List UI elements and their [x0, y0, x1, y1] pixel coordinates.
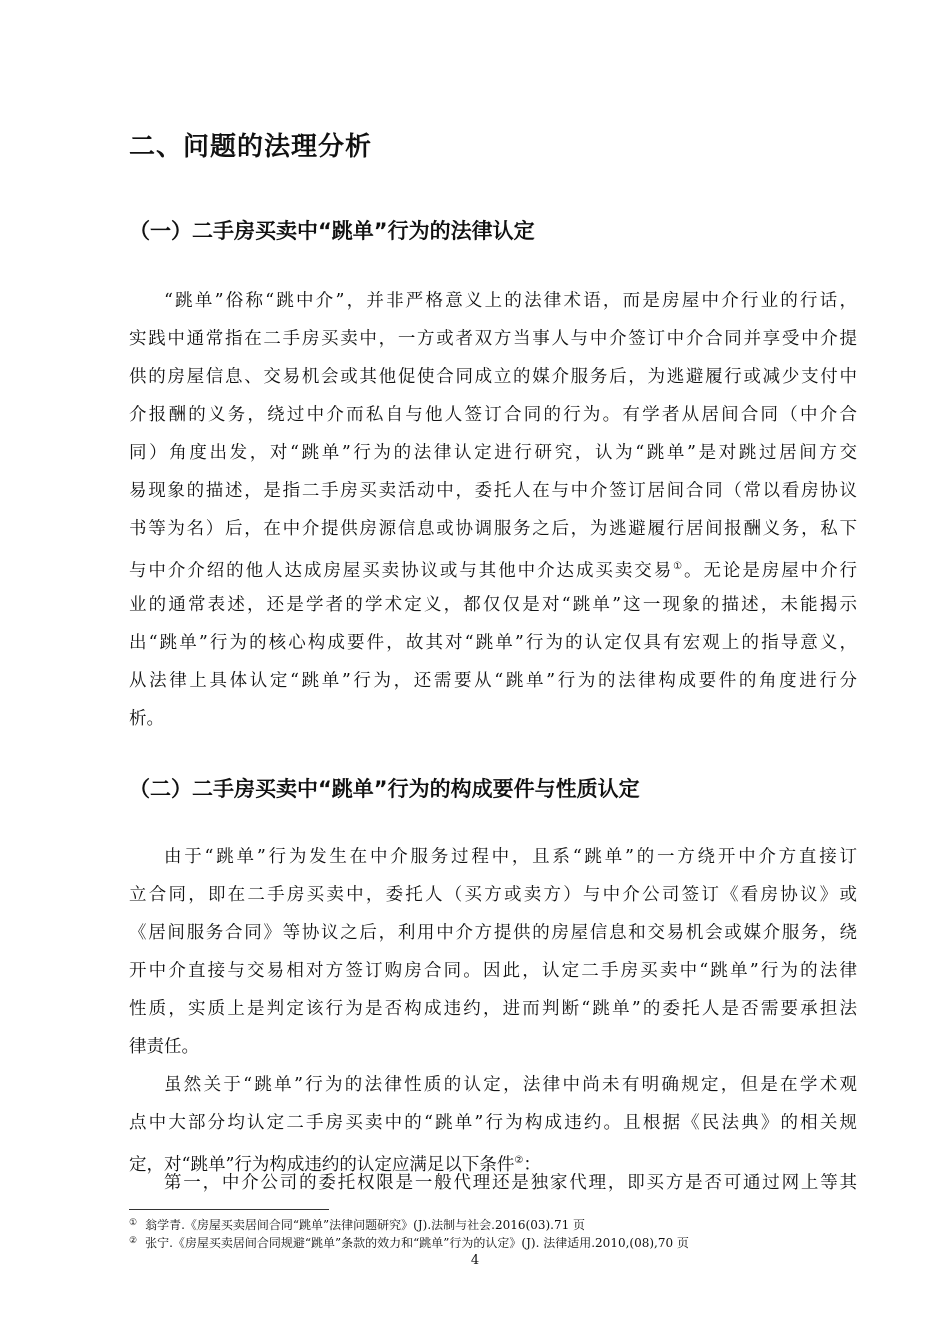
section-1-paragraph: [129, 282, 857, 738]
text-line: 开中介直接与交易相对方签订购房合同。因此，认定二手房买卖中“跳单”行为的法律: [129, 961, 857, 981]
section-2-paragraph-2: [129, 1066, 857, 1180]
footnote-ref-2[interactable]: ②: [514, 1155, 524, 1166]
text-line: 由于“跳单”行为发生在中介服务过程中，且系“跳单”的一方绕开中介方直接订: [164, 847, 857, 867]
section-1-title: （一）二手房买卖中“跳单”行为的法律认定: [129, 219, 535, 243]
footnote-2: [129, 1233, 689, 1251]
text-line: 介报酬的义务，绕过中介而私自与他人签订合同的行为。有学者从居间合同（中介合: [129, 405, 857, 425]
text-line: 第一，中介公司的委托权限是一般代理还是独家代理，即买方是否可通过网上等其: [164, 1173, 857, 1193]
text-line: 实践中通常指在二手房买卖中，一方或者双方当事人与中介签订中介合同并享受中介提: [129, 329, 857, 349]
text-segment: 定，对“跳单”行为构成违约的认定应满足以下条件: [129, 1155, 515, 1175]
text-segment: ：: [523, 1155, 541, 1175]
text-segment: 与中介介绍的他人达成房屋买卖协议或与其他中介达成买卖交易: [129, 561, 674, 581]
text-line: “跳单”俗称“跳中介”，并非严格意义上的法律术语，而是房屋中介行业的行话，: [164, 291, 857, 311]
footnote-ref-1[interactable]: ①: [673, 561, 685, 572]
text-line: 业的通常表述，还是学者的学术定义，都仅仅是对“跳单”这一现象的描述，未能揭示: [129, 595, 857, 615]
text-segment: 。无论是房屋中介行: [684, 561, 858, 581]
text-line: 性质，实质上是判定该行为是否构成违约，进而判断“跳单”的委托人是否需要承担法: [129, 999, 857, 1019]
text-line: 《居间服务合同》等协议之后，利用中介方提供的房屋信息和交易机会或媒介服务，绕: [129, 923, 857, 943]
text-line: 供的房屋信息、交易机会或其他促使合同成立的媒介服务后，为逃避履行或减少支付中: [129, 367, 857, 387]
footnote-mark: ①: [129, 1218, 138, 1228]
section-2-paragraph-1: [129, 838, 857, 1066]
text-line: 点中大部分均认定二手房买卖中的“跳单”行为构成违约。且根据《民法典》的相关规: [129, 1113, 857, 1133]
footnote-mark: ②: [129, 1236, 138, 1246]
text-line: 立合同，即在二手房买卖中，委托人（买方或卖方）与中介公司签订《看房协议》或: [129, 885, 857, 905]
text-line: 同）角度出发，对“跳单”行为的法律认定进行研究，认为“跳单”是对跳过居间方交: [129, 443, 857, 463]
text-line: 从法律上具体认定“跳单”行为，还需要从“跳单”行为的法律构成要件的角度进行分: [129, 671, 857, 691]
text-line: 律责任。: [129, 1037, 199, 1057]
footnote-text: 张宁.《房屋买卖居间合同规避“跳单”条款的效力和“跳单”行为的认定》(J). 法律适用.2010,(08),70 页: [145, 1236, 689, 1250]
section-2-title: （二）二手房买卖中“跳单”行为的构成要件与性质认定: [129, 777, 640, 801]
text-line: 书等为名）后，在中介提供房源信息或协调服务之后，为逃避履行居间报酬义务，私下: [129, 519, 857, 539]
footnote-1: [129, 1215, 585, 1233]
page-number: 4: [470, 1253, 480, 1268]
text-line: 易现象的描述，是指二手房买卖活动中，委托人在与中介签订居间合同（常以看房协议: [129, 481, 857, 501]
footnote-text: 翁学青.《房屋买卖居间合同“跳单”法律问题研究》(J).法制与社会.2016(03).71 页: [145, 1218, 586, 1232]
section-2-paragraph-3: [129, 1164, 857, 1202]
text-line: 出“跳单”行为的核心构成要件，故其对“跳单”行为的认定仅具有宏观上的指导意义，: [129, 633, 857, 653]
text-line: 虽然关于“跳单”行为的法律性质的认定，法律中尚未有明确规定，但是在学术观: [164, 1075, 857, 1095]
footnote-separator: [129, 1209, 329, 1210]
chapter-heading: 二、问题的法理分析: [129, 132, 373, 162]
text-line-with-note: [129, 548, 857, 586]
text-line: 析。: [129, 709, 164, 729]
